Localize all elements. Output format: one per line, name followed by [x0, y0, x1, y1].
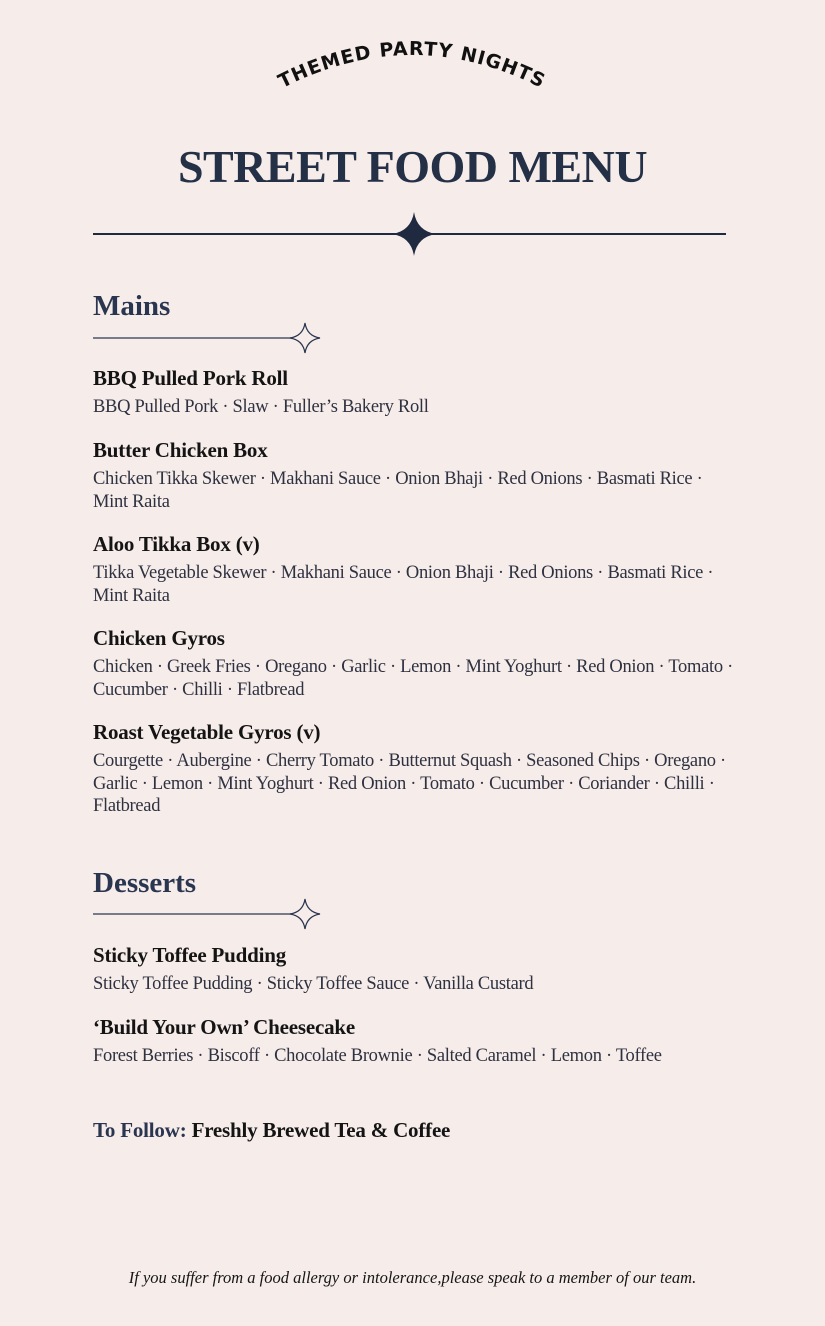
mains-divider	[93, 322, 323, 356]
to-follow-label: To Follow:	[93, 1118, 187, 1142]
item-description: Chicken · Greek Fries · Oregano · Garlic · Lemon · Mint Yoghurt · Red Onion · Tomato · Cucumber · Chilli · Flatbread	[93, 657, 733, 700]
item-description: Chicken Tikka Skewer · Makhani Sauce · Onion Bhaji · Red Onions · Basmati Rice · Mint Raita	[93, 469, 703, 512]
page-title: STREET FOOD MENU	[177, 141, 648, 192]
item-description: Forest Berries · Biscoff · Chocolate Brownie · Salted Caramel · Lemon · Toffee	[93, 1046, 662, 1066]
item-description: BBQ Pulled Pork · Slaw · Fuller’s Bakery Roll	[93, 397, 429, 417]
arc-title-text: THEMED PARTY NIGHTS	[274, 37, 550, 93]
desserts-divider	[93, 898, 323, 932]
to-follow-line	[93, 1118, 450, 1143]
menu-item	[93, 438, 733, 513]
item-name: BBQ Pulled Pork Roll	[93, 366, 288, 390]
item-name: Roast Vegetable Gyros (v)	[93, 720, 321, 744]
title-divider	[93, 210, 726, 258]
item-name: Butter Chicken Box	[93, 438, 268, 462]
menu-item	[93, 1015, 733, 1068]
section-title-mains: Mains	[93, 290, 171, 322]
section-title-desserts: Desserts	[93, 867, 197, 899]
item-name: Aloo Tikka Box (v)	[93, 532, 260, 556]
item-description: Sticky Toffee Pudding · Sticky Toffee Sauce · Vanilla Custard	[93, 974, 534, 994]
item-description: Courgette · Aubergine · Cherry Tomato · Butternut Squash · Seasoned Chips · Oregano · Garlic · Lemon · Mint Yoghurt · Red Onion · Tomato · Cucumber · Coriander · Chilli · Flatbread	[93, 751, 726, 816]
menu-item	[93, 532, 733, 607]
sparkle-icon	[290, 323, 320, 353]
menu-item	[93, 366, 733, 419]
item-name: ‘Build Your Own’ Cheesecake	[93, 1015, 355, 1039]
arc-title	[0, 0, 825, 130]
menu-item	[93, 626, 733, 701]
menu-item	[93, 720, 733, 818]
to-follow-value: Freshly Brewed Tea & Coffee	[191, 1118, 451, 1142]
allergy-footnote: If you suffer from a food allergy or intolerance,please speak to a member of our team.	[128, 1268, 697, 1287]
star-ornament-icon	[392, 212, 436, 256]
item-name: Chicken Gyros	[93, 626, 225, 650]
sparkle-icon	[290, 899, 320, 929]
menu-item	[93, 943, 733, 996]
item-description: Tikka Vegetable Skewer · Makhani Sauce · Onion Bhaji · Red Onions · Basmati Rice · Mint Raita	[93, 563, 714, 606]
item-name: Sticky Toffee Pudding	[93, 943, 287, 967]
